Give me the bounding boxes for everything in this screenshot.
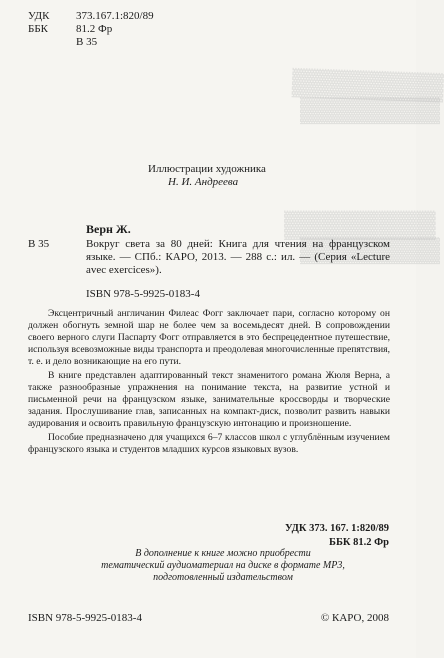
bleed-through-shape: ▓▓▓▓▓▓▓▓ xyxy=(300,96,440,123)
copyright: © КАРО, 2008 xyxy=(320,612,389,624)
bottom-classification xyxy=(285,522,389,550)
footer-isbn: ISBN 978-5-9925-0183-4 xyxy=(28,612,142,624)
classification-label: ББК xyxy=(28,23,48,35)
classification-label xyxy=(28,36,62,49)
author-heading: Верн Ж. xyxy=(86,222,131,236)
classification-value: 373.167.1:820/89 xyxy=(76,10,154,22)
illustrator-name: Н. И. Андреева xyxy=(168,176,239,188)
classification-row xyxy=(28,23,154,36)
author-code: В 35 xyxy=(28,238,50,250)
illustrator-credit xyxy=(148,163,358,189)
classification-block xyxy=(28,10,154,49)
note-line: В дополнение к книге можно приобрести xyxy=(135,548,311,559)
bleed-through-shape: ▓▓▓▓▓▓▓▓ xyxy=(300,236,440,263)
isbn: ISBN 978-5-9925-0183-4 xyxy=(86,288,200,300)
annotation xyxy=(28,308,390,456)
classification-value: В 35 xyxy=(76,36,98,48)
note-line: подготовленный издательством xyxy=(153,572,293,583)
annotation-paragraph: Пособие предназначено для учащихся 6–7 классов школ с углублённым изучением французского языка и студентов младших курсов языковых вузов. xyxy=(28,432,390,455)
bbk-code: ББК 81.2 Фр xyxy=(329,537,389,548)
annotation-paragraph: Эксцентричный англичанин Филеас Фогг заключает пари, согласно которому он должен обогнуть земной шар не более чем за восемьдесят дней. В сопровождении своего верного слуги Паспарту Фогг отправляется в это беспрецедентное путешествие, используя всевозможные виды транспорта и преодолевая многочисленные препятствия, т. е. и дело возникающие на его пути. xyxy=(28,308,390,367)
bleed-through-shape: ▓▓▓▓▓▓▓▓ xyxy=(291,65,444,101)
udk-code: УДК 373. 167. 1:820/89 xyxy=(284,523,389,534)
bleed-through-shape: ▓▓▓▓▓▓▓▓ xyxy=(284,208,436,238)
classification-label: УДК xyxy=(28,10,50,22)
illustrator-credit-line: Иллюстрации художника xyxy=(148,163,266,175)
audio-supplement-note xyxy=(100,548,346,584)
annotation-paragraph: В книге представлен адаптированный текст знаменитого романа Жюля Верна, а также разнообразные упражнения на понимание текста, на развитие устной и письменной речи на французском языке, занимательные кроссворды и творческие задания. Прослушивание глав, записанных на компакт-диск, позволит развить навыки аудирования и освоить правильную французскую интонацию и произношение. xyxy=(28,370,390,429)
classification-row xyxy=(28,10,154,23)
classification-row xyxy=(28,36,154,49)
classification-value: 81.2 Фр xyxy=(76,23,113,35)
bibliographic-description: Вокруг света за 80 дней: Книга для чтения на французском языке. — СПб.: КАРО, 2013. — 288 с.: ил. — (Серия «Lecture avec exercices»). xyxy=(86,238,390,276)
note-line: тематический аудиоматериал на диске в формате МР3, xyxy=(101,560,345,571)
